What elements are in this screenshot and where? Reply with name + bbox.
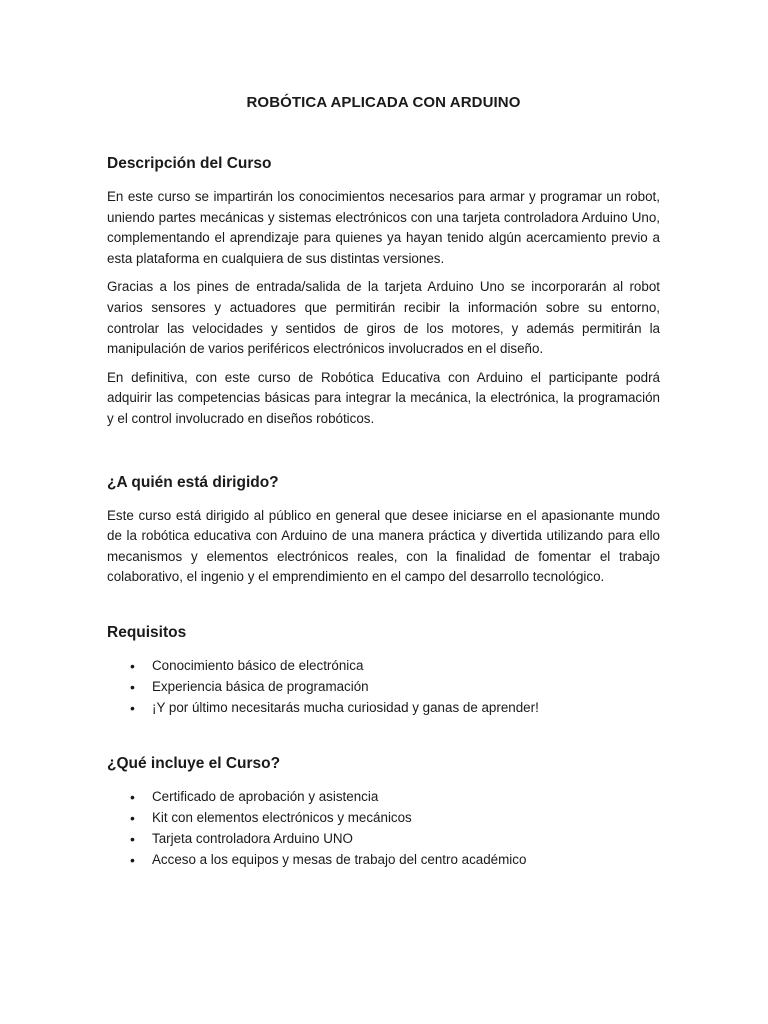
document-title: ROBÓTICA APLICADA CON ARDUINO (246, 94, 521, 111)
bullet-icon: • (130, 657, 135, 674)
section-heading-dirigido: ¿A quién está dirigido? (107, 473, 279, 491)
list-item (107, 656, 660, 677)
paragraph: Gracias a los pines de entrada/salida de la tarjeta Arduino Uno se incorporarán al robot varios sensores y actuadores que permitirán recibir la información sobre su entorno, controlar las velocidades y sentidos de giros de los motores, y además permitirán la manipulación de varios periféricos electrónicos involucrados en el diseño. (107, 279, 660, 357)
bullet-icon: • (130, 830, 135, 847)
section-requisitos (107, 624, 660, 718)
section-dirigido (107, 474, 660, 588)
list-item (107, 850, 660, 871)
paragraph: En definitiva, con este curso de Robótica Educativa con Arduino el participante podrá adquirir las competencias básicas para integrar la mecánica, la electrónica, la programación y el control involucrado en diseños robóticos. (107, 369, 660, 426)
requisitos-list (107, 656, 660, 718)
section-descripcion (107, 155, 660, 430)
bullet-icon: • (130, 851, 135, 868)
list-item-text: Kit con elementos electrónicos y mecánicos (152, 810, 412, 826)
list-item-text: Tarjeta controladora Arduino UNO (152, 830, 353, 846)
list-item (107, 829, 660, 850)
bullet-icon: • (130, 678, 135, 695)
section-heading-incluye: ¿Qué incluye el Curso? (107, 755, 281, 773)
bullet-icon: • (130, 810, 135, 827)
list-item (107, 787, 660, 808)
list-item-text: ¡Y por último necesitarás mucha curiosidad y ganas de aprender! (152, 699, 539, 715)
list-item-text: Experiencia básica de programación (152, 678, 369, 694)
list-item (107, 698, 660, 719)
incluye-list (107, 787, 660, 870)
section-heading-descripcion: Descripción del Curso (107, 155, 272, 172)
list-item (107, 808, 660, 829)
section-incluye (107, 755, 660, 870)
paragraph: Este curso está dirigido al público en general que desee iniciarse en el apasionante mundo de la robótica educativa con Arduino de una manera práctica y divertida utilizando para ello mecanismos y elementos electrónicos reales, con la finalidad de fomentar el trabajo colaborativo, el ingenio y el emprendimiento en el campo del desarrollo tecnológico. (107, 507, 660, 585)
paragraph: En este curso se impartirán los conocimientos necesarios para armar y programar un robot, uniendo partes mecánicas y sistemas electrónicos con una tarjeta controladora Arduino Uno, complementando el aprendizaje para quienes ya hayan tenido algún acercamiento previo a esta plataforma en cualquiera de sus distintas versiones. (107, 189, 660, 266)
bullet-icon: • (130, 699, 135, 716)
list-item-text: Certificado de aprobación y asistencia (152, 789, 379, 805)
section-heading-requisitos: Requisitos (107, 623, 187, 641)
list-item (107, 677, 660, 698)
list-item-text: Acceso a los equipos y mesas de trabajo del centro académico (152, 851, 527, 867)
bullet-icon: • (130, 789, 135, 806)
list-item-text: Conocimiento básico de electrónica (152, 657, 364, 673)
